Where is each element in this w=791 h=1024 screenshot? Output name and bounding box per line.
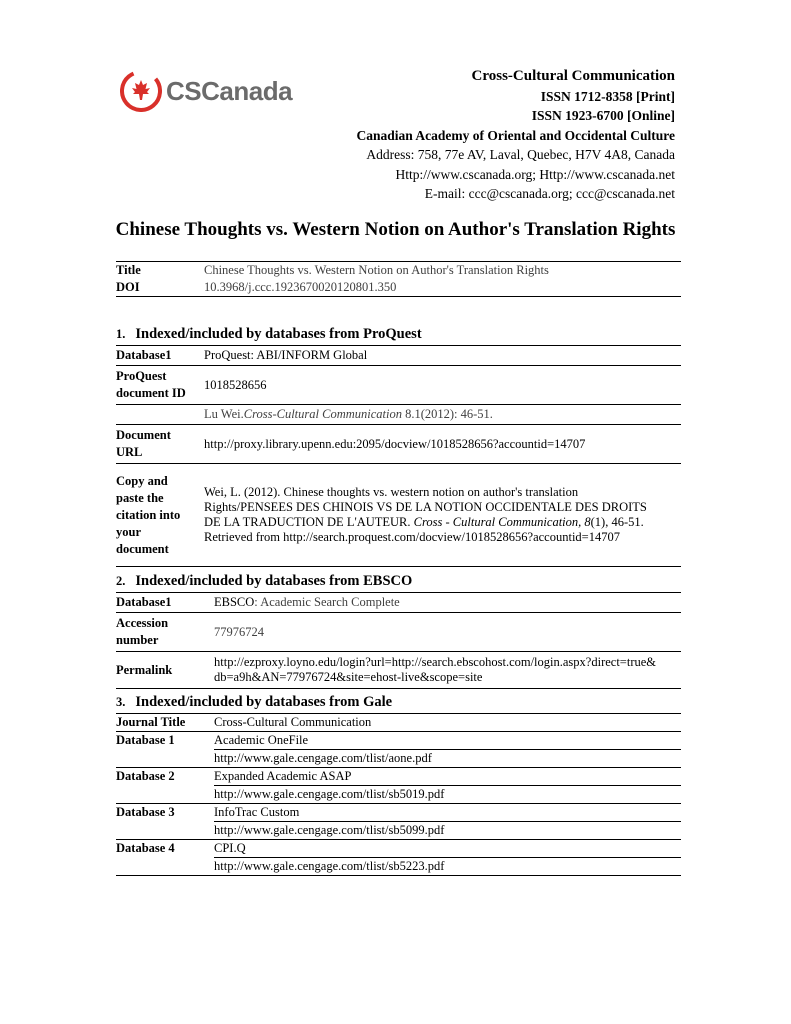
ebsco-table xyxy=(116,592,681,689)
article-title: Chinese Thoughts vs. Western Notion on Author's Translation Rights xyxy=(115,219,676,240)
ebsco-db: EBSCO: Academic Search Complete xyxy=(214,593,681,613)
table-row xyxy=(116,405,681,425)
gale-db-label: Database 1 xyxy=(116,732,214,768)
gale-db-name: InfoTrac Custom xyxy=(214,804,681,822)
issn-print: ISSN 1712-8358 [Print] xyxy=(540,88,675,104)
gale-table xyxy=(116,713,681,876)
gale-db-url[interactable]: http://www.gale.cengage.com/tlist/sb5223.pdf xyxy=(214,858,681,876)
journal-header xyxy=(356,67,675,204)
table-row: Database1 EBSCO: Academic Search Complete xyxy=(116,593,681,613)
title-row xyxy=(116,262,681,280)
proquest-table xyxy=(116,345,681,567)
proquest-db: ProQuest: ABI/INFORM Global xyxy=(204,346,681,366)
table-row xyxy=(116,804,681,822)
gale-db-url[interactable]: http://www.gale.cengage.com/tlist/sb5099.pdf xyxy=(214,822,681,840)
issn-online: ISSN 1923-6700 [Online] xyxy=(531,108,675,123)
cscanada-logo xyxy=(120,70,292,112)
table-row: Journal Title Cross-Cultural Communication xyxy=(116,714,681,732)
table-row xyxy=(116,840,681,858)
proquest-reference: Lu Wei.Cross-Cultural Communication 8.1(2012): 46-51. xyxy=(204,405,681,425)
doi-value[interactable]: 10.3968/j.ccc.1923670020120801.350 xyxy=(204,280,397,294)
table-row: Accession number 77976724 xyxy=(116,613,681,652)
web-links[interactable]: Http://www.cscanada.org; Http://www.cscanada.net xyxy=(395,166,675,182)
proquest-citation: Wei, L. (2012). Chinese thoughts vs. western notion on author's translation Rights/PENSEES DES CHINOIS VS DE LA NOTION OCCIDENTALE DES DROITS DE LA TRADUCTION DE L'AUTEUR. Cross - Cultural Communication, 8(1), 46-51. Retrieved from http://search.proquest.com/docview/1018528656?accountid=14707 xyxy=(204,464,681,567)
gale-db-name: Academic OneFile xyxy=(214,732,681,750)
gale-db-url[interactable]: http://www.gale.cengage.com/tlist/aone.pdf xyxy=(214,750,681,768)
table-row: Copy and paste the citation into your document Wei, L. (2012). Chinese thoughts vs. western notion on author's translation Rights/PENSEES DES CHINOIS VS DE LA NOTION OCCIDENTALE DES DROITS DE LA TRADUCTION DE L'AUTEUR. Cross - Cultural Communication, 8(1), 46-51. Retrieved from http://search.proquest.com/docview/1018528656?accountid=14707 xyxy=(116,464,681,567)
table-row: Permalink http://ezproxy.loyno.edu/login?url=http://search.ebscohost.com/login.aspx?direct=true& db=a9h&AN=77976724&site=ehost-live&scope=site xyxy=(116,652,681,689)
table-row: ProQuest document ID 1018528656 xyxy=(116,366,681,405)
gale-db-name: CPI.Q xyxy=(214,840,681,858)
doi-row xyxy=(116,279,681,297)
title-value: Chinese Thoughts vs. Western Notion on Author's Translation Rights xyxy=(204,263,549,277)
section-proquest-heading: 1. Indexed/included by databases from ProQuest xyxy=(116,326,422,342)
section-ebsco-heading: 2. Indexed/included by databases from EBSCO xyxy=(116,573,413,589)
table-row: Database1 ProQuest: ABI/INFORM Global xyxy=(116,346,681,366)
proquest-doc-id: 1018528656 xyxy=(204,366,681,405)
gale-db-label: Database 4 xyxy=(116,840,214,876)
gale-db-url[interactable]: http://www.gale.cengage.com/tlist/sb5019.pdf xyxy=(214,786,681,804)
doi-label: DOI xyxy=(116,280,140,294)
email[interactable]: E-mail: ccc@cscanada.org; ccc@cscanada.net xyxy=(424,186,675,201)
ebsco-accession-number: 77976724 xyxy=(214,613,681,652)
gale-db-label: Database 2 xyxy=(116,768,214,804)
gale-db-label: Database 3 xyxy=(116,804,214,840)
maple-leaf-icon xyxy=(120,70,162,112)
title-label: Title xyxy=(116,263,141,277)
proquest-document-url[interactable]: http://proxy.library.upenn.edu:2095/docview/1018528656?accountid=14707 xyxy=(204,425,681,464)
ebsco-permalink[interactable]: http://ezproxy.loyno.edu/login?url=http://search.ebscohost.com/login.aspx?direct=true& db=a9h&AN=77976724&site=ehost-live&scope=site xyxy=(214,652,681,689)
table-row: Document URL http://proxy.library.upenn.edu:2095/docview/1018528656?accountid=14707 xyxy=(116,425,681,464)
section-gale-heading: 3. Indexed/included by databases from Gale xyxy=(116,694,393,710)
logo-text: CSCanada xyxy=(166,75,293,106)
academy-name: Canadian Academy of Oriental and Occidental Culture xyxy=(356,127,675,143)
journal-name: Cross-Cultural Communication xyxy=(471,68,675,84)
gale-db-name: Expanded Academic ASAP xyxy=(214,768,681,786)
gale-journal-title: Cross-Cultural Communication xyxy=(214,714,681,732)
address: Address: 758, 77e AV, Laval, Quebec, H7V 4A8, Canada xyxy=(366,147,675,162)
table-row xyxy=(116,732,681,750)
table-row xyxy=(116,768,681,786)
meta-table xyxy=(116,261,681,297)
